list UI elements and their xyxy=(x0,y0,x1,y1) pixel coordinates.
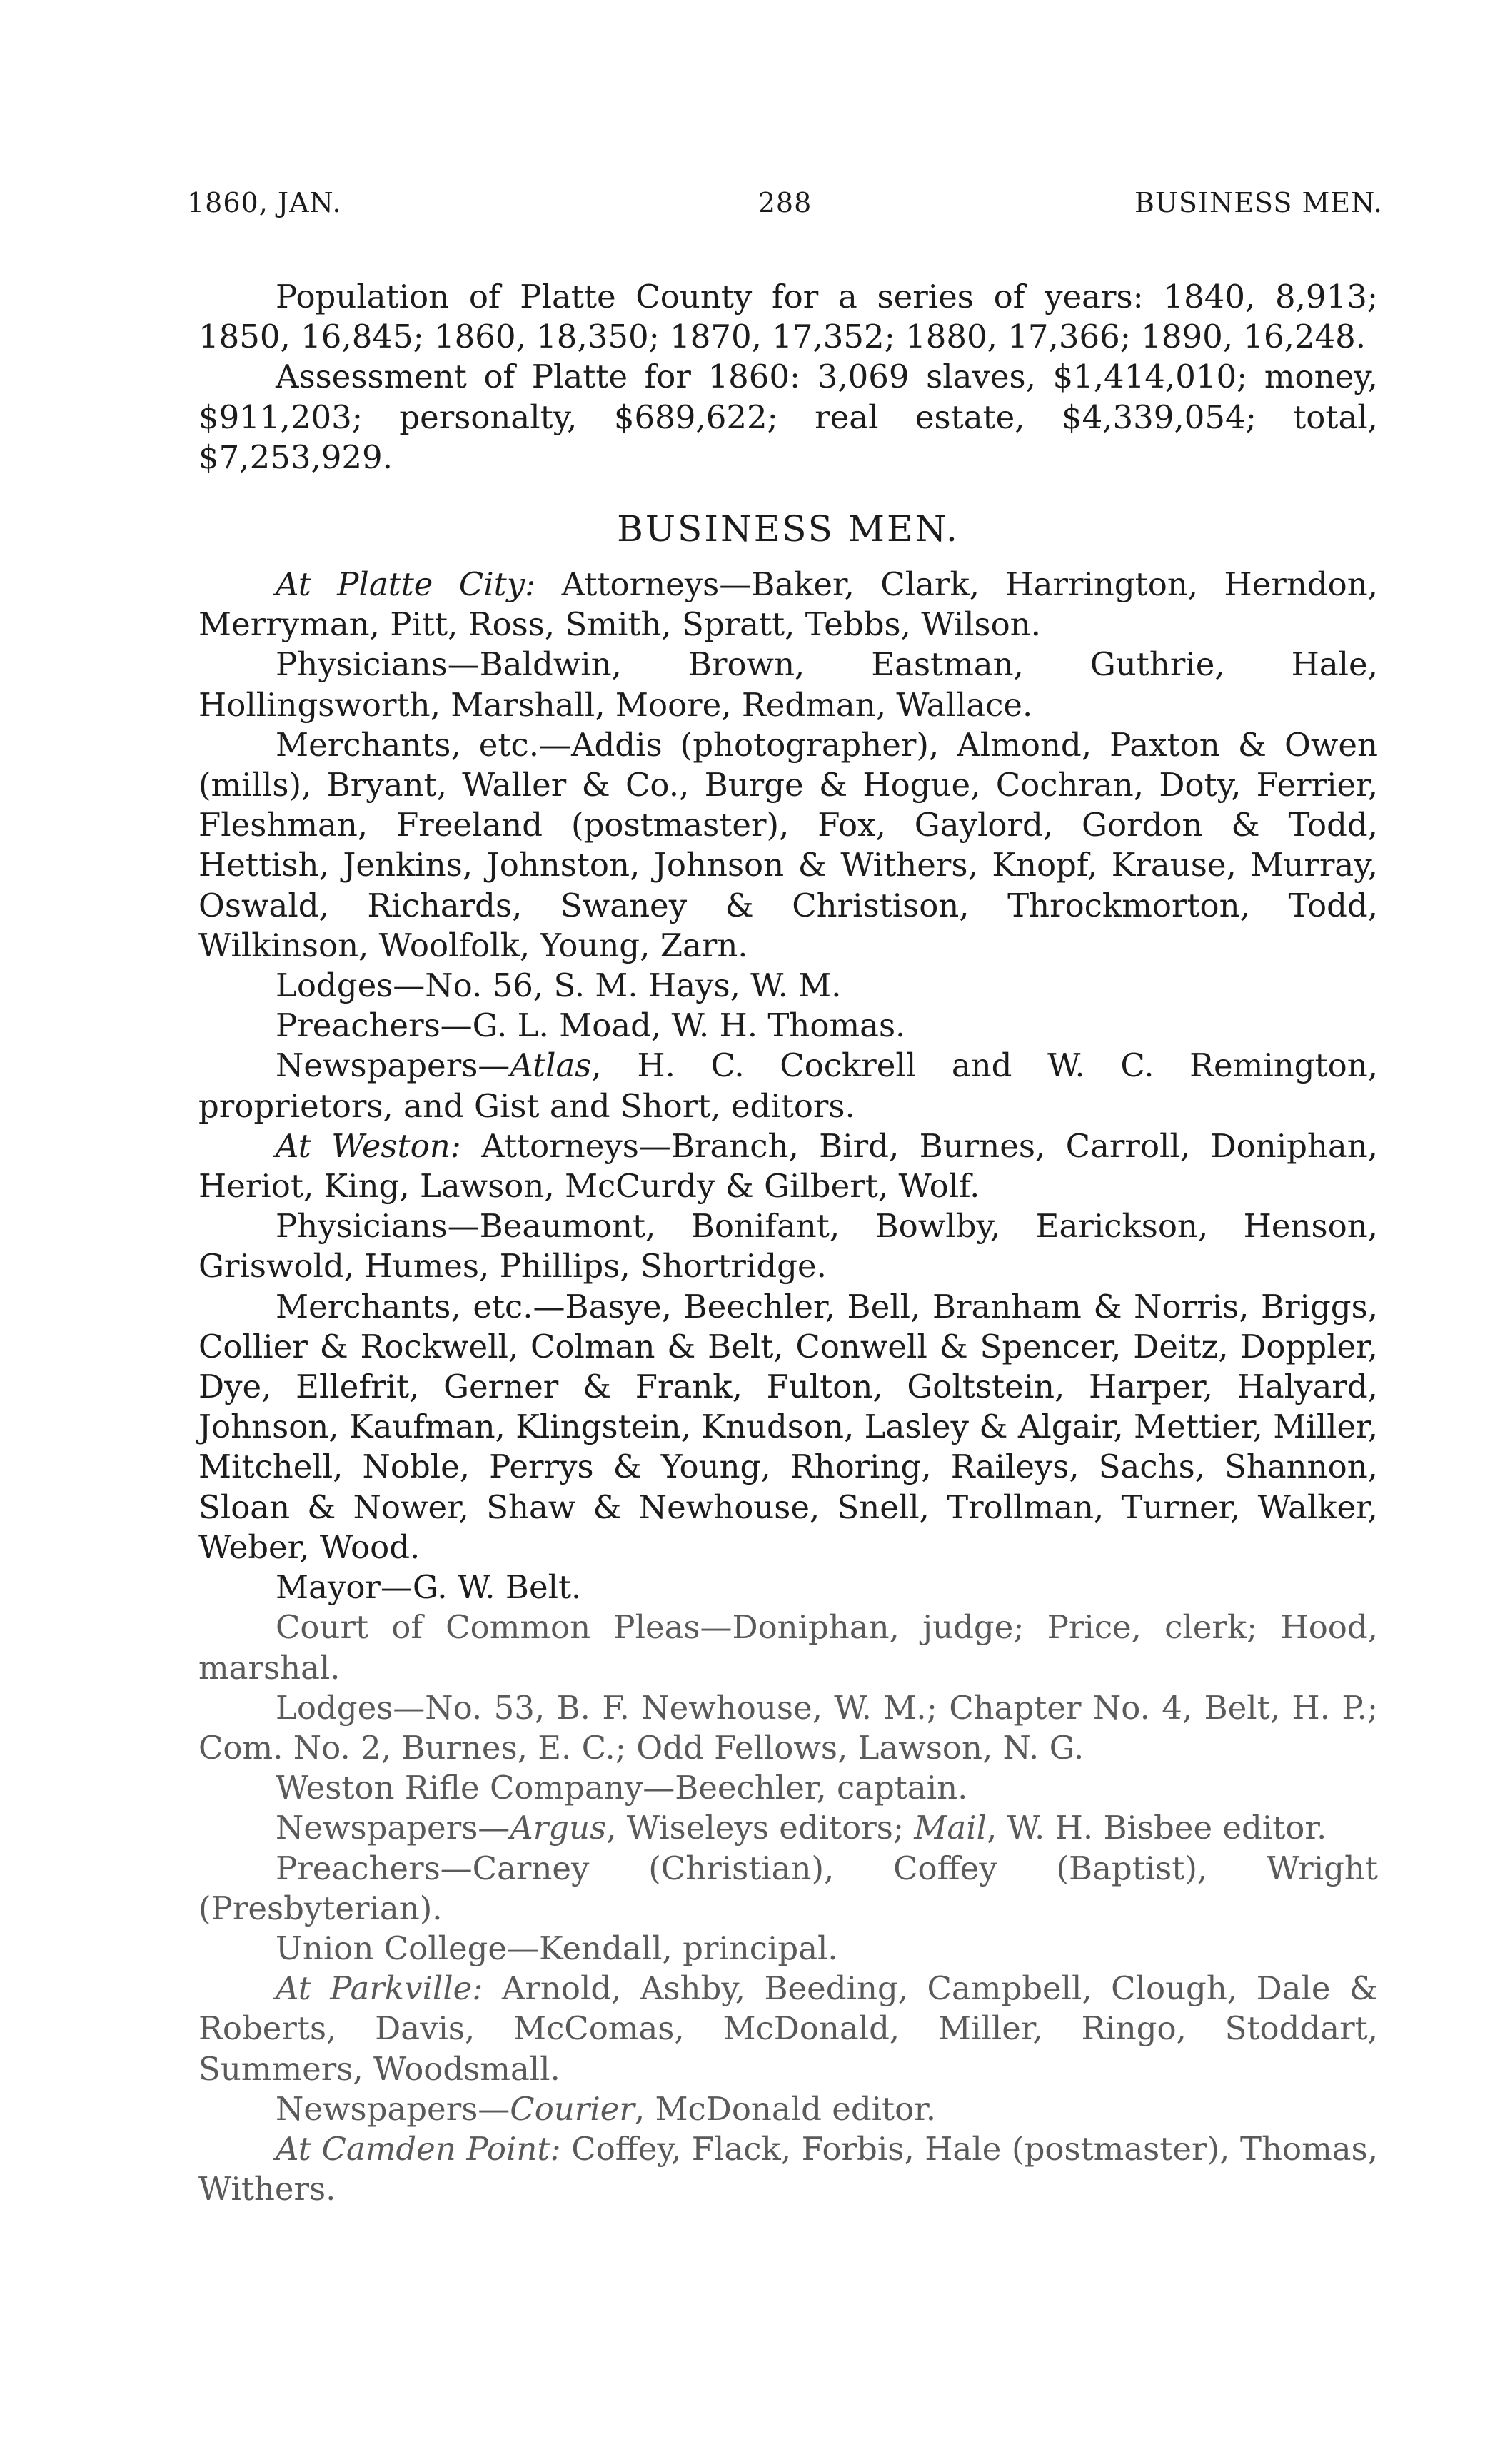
place-parkville: At Parkville: xyxy=(276,1969,483,2008)
weston-mayor: Mayor—G. W. Belt. xyxy=(276,1568,582,1607)
platte-city-preachers: Preachers—G. L. Moad, W. H. Thomas. xyxy=(276,1006,906,1045)
population-paragraph: Population of Platte County for a series of years: 1840, 8,913; 1850, 16,845; 1860, 18,350; 1870, 17,352; 1880, 17,366; 1890, 16,248. xyxy=(198,278,1378,356)
newspaper-courier: Courier xyxy=(510,2089,635,2128)
platte-city-lodges: Lodges—No. 56, S. M. Hays, W. M. xyxy=(276,966,842,1005)
page-number: 288 xyxy=(757,187,812,218)
weston-physicians: Physicians—Beaumont, Bonifant, Bowlby, Earickson, Henson, Griswold, Humes, Phillips, Shortridge. xyxy=(198,1207,1378,1286)
place-camden-point: At Camden Point: xyxy=(276,2129,561,2168)
newspaper-argus: Argus xyxy=(510,1809,607,1847)
running-head-date: 1860, JAN. xyxy=(187,187,342,218)
weston-rifle-company: Weston Rifle Company—Beechler, captain. xyxy=(276,1769,968,1807)
parkville-names: At Parkville: Arnold, Ashby, Beeding, Campbell, Clough, Dale & Roberts, Davis, McComas, McDonald, Miller, Ringo, Stoddart, Summers, Woodsmall. xyxy=(198,1969,1378,2088)
newspaper-atlas: Atlas xyxy=(510,1046,592,1085)
platte-city-attorneys: At Platte City: Attorneys—Baker, Clark, Harrington, Herndon, Merryman, Pitt, Ross, Smith, Spratt, Tebbs, Wilson. xyxy=(198,565,1379,644)
weston-attorneys: At Weston: Attorneys—Branch, Bird, Burnes, Carroll, Doniphan, Heriot, King, Lawson, McCurdy & Gilbert, Wolf. xyxy=(198,1126,1378,1206)
body-text xyxy=(198,277,1378,2209)
section-heading: BUSINESS MEN. xyxy=(617,508,960,550)
platte-city-physicians: Physicians—Baldwin, Brown, Eastman, Guthrie, Hale, Hollingsworth, Marshall, Moore, Redman, Wallace. xyxy=(198,645,1378,724)
parkville-newspapers: Newspapers—Courier, McDonald editor. xyxy=(276,2089,937,2128)
platte-city-newspapers: Newspapers—Atlas, H. C. Cockrell and W. C. Remington, proprietors, and Gist and Short, editors. xyxy=(198,1046,1378,1125)
running-head-title: BUSINESS MEN. xyxy=(1134,187,1383,218)
platte-city-merchants: Merchants, etc.—Addis (photographer), Almond, Paxton & Owen (mills), Bryant, Waller & Co., Burge & Hogue, Cochran, Doty, Ferrier, Fleshman, Freeland (postmaster), Fox, Gaylord, Gordon & Todd, Hettish, Jenkins, Johnston, Johnson & Withers, Knopf, Krause, Murray, Oswald, Richards, Swaney & Christison, Throckmorton, Todd, Wilkinson, Woolfolk, Young, Zarn. xyxy=(198,725,1378,964)
place-platte-city: At Platte City: xyxy=(276,565,536,604)
weston-preachers: Preachers—Carney (Christian), Coffey (Baptist), Wright (Presbyterian). xyxy=(198,1849,1378,1927)
weston-lodges: Lodges—No. 53, B. F. Newhouse, W. M.; Chapter No. 4, Belt, H. P.; Com. No. 2, Burnes, E. C.; Odd Fellows, Lawson, N. G. xyxy=(198,1688,1378,1767)
running-head xyxy=(187,187,1383,224)
camden-point-names: At Camden Point: Coffey, Flack, Forbis, Hale (postmaster), Thomas, Withers. xyxy=(198,2129,1378,2208)
place-weston: At Weston: xyxy=(276,1126,461,1165)
weston-court: Court of Common Pleas—Doniphan, judge; Price, clerk; Hood, marshal. xyxy=(198,1608,1378,1687)
assessment-paragraph: Assessment of Platte for 1860: 3,069 slaves, $1,414,010; money, $911,203; personalty, $689,622; real estate, $4,339,054; total, $7,253,929. xyxy=(198,358,1378,476)
newspaper-mail: Mail xyxy=(914,1809,987,1847)
weston-merchants: Merchants, etc.—Basye, Beechler, Bell, Branham & Norris, Briggs, Collier & Rockwell, Colman & Belt, Conwell & Spencer, Deitz, Doppler, Dye, Ellefrit, Gerner & Frank, Fulton, Goltstein, Harper, Halyard, Johnson, Kaufman, Klingstein, Knudson, Lasley & Algair, Mettier, Miller, Mitchell, Noble, Perrys & Young, Rhoring, Raileys, Sachs, Shannon, Sloan & Nower, Shaw & Newhouse, Snell, Trollman, Turner, Walker, Weber, Wood. xyxy=(198,1287,1378,1566)
weston-newspapers: Newspapers—Argus, Wiseleys editors; Mail, W. H. Bisbee editor. xyxy=(276,1809,1327,1847)
weston-college: Union College—Kendall, principal. xyxy=(276,1929,838,1967)
